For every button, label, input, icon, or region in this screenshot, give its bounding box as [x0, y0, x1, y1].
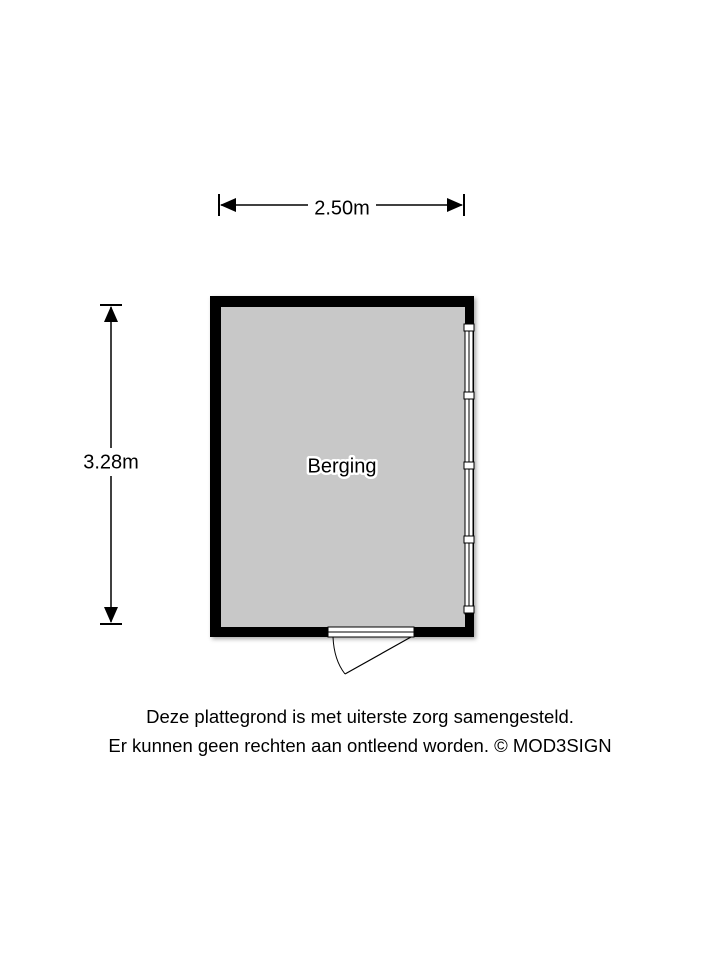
door-swing-arc: [333, 637, 345, 674]
window-mullion: [464, 462, 474, 469]
height-dimension: [78, 305, 146, 624]
width-dimension-arrow-right: [447, 198, 463, 212]
room-berging: [210, 296, 474, 674]
door: [328, 627, 414, 674]
window-mullion: [464, 324, 474, 331]
door-leaf: [345, 637, 411, 674]
window-mullion: [464, 536, 474, 543]
height-dimension-label: 3.28m: [83, 451, 139, 474]
disclaimer-line-2: Er kunnen geen rechten aan ontleend worden. © MOD3SIGN: [108, 735, 612, 756]
height-dimension-arrow-bottom: [104, 607, 118, 623]
window-mullion: [464, 606, 474, 613]
window-mullion: [464, 392, 474, 399]
width-dimension: [219, 194, 464, 219]
width-dimension-label: 2.50m: [314, 197, 370, 220]
height-dimension-arrow-top: [104, 306, 118, 322]
disclaimer-line-1: Deze plattegrond is met uiterste zorg samengesteld.: [146, 706, 574, 727]
room-label: Berging: [307, 455, 377, 478]
window: [464, 324, 474, 614]
width-dimension-arrow-left: [220, 198, 236, 212]
